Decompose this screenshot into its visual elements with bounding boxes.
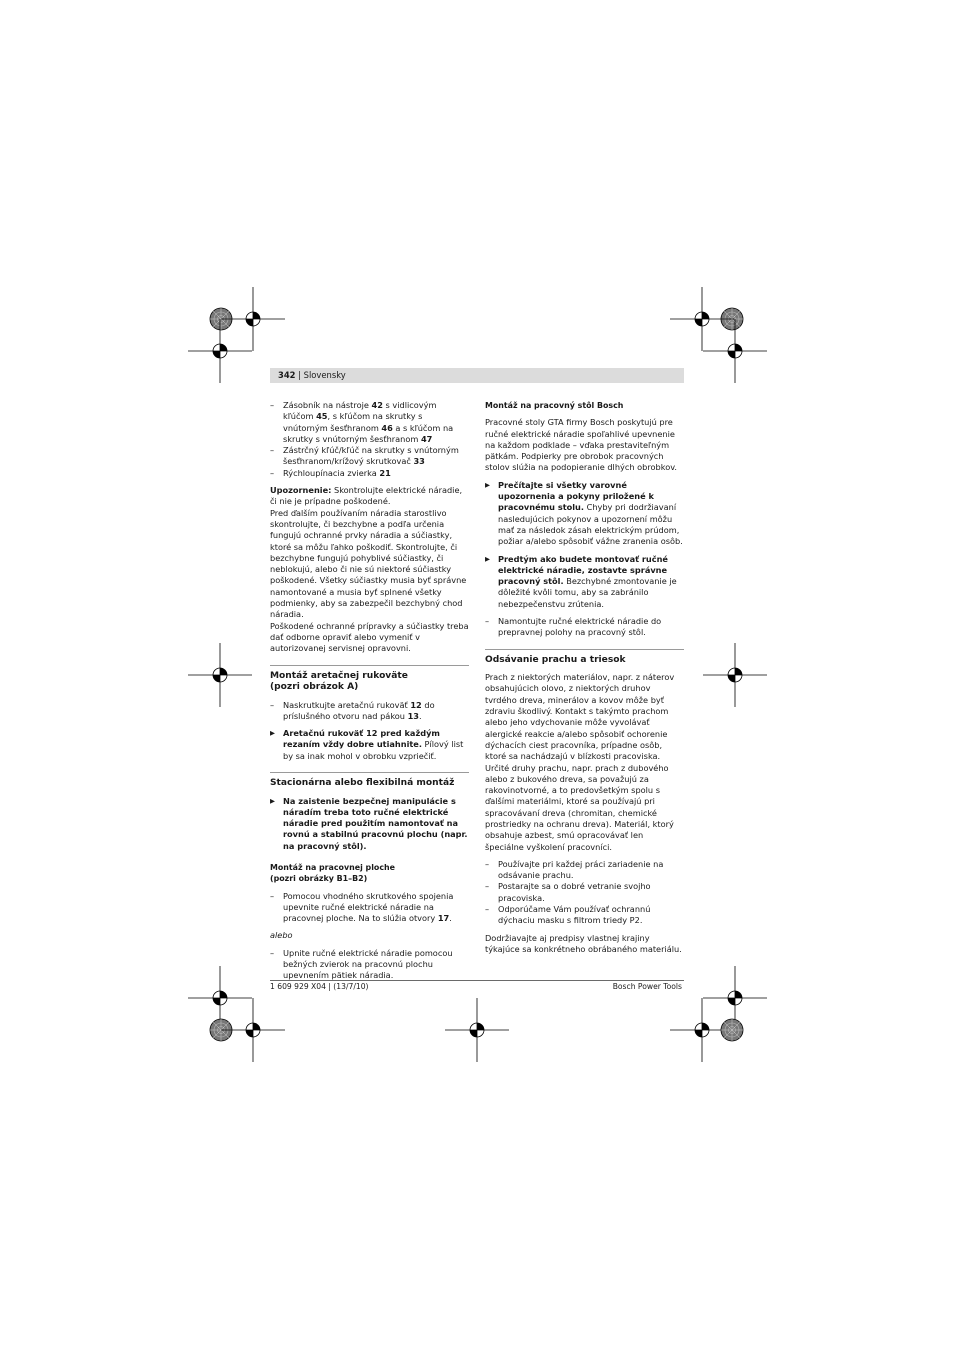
left-column <box>270 400 469 982</box>
dash-marker: – <box>270 467 275 478</box>
aretacna-list <box>270 700 469 723</box>
pracovny-stol-paragraph: Pracovné stoly GTA firmy Bosch poskytujú pre ručné elektrické náradie spoľahlivé upevnenie na každom podklade – vďaka prestaviteľným pätkám. Podpierky pre obrobok pracovných stolov slúžia na podopieranie dlhých obrobkov. <box>485 417 678 473</box>
dash-marker: – <box>485 616 490 627</box>
header-separator: | <box>295 370 304 380</box>
heading-pracovna-plocha: Montáž na pracovnej ploche (pozri obrázky B1–B2) <box>270 863 395 884</box>
header-language: Slovensky <box>303 370 346 380</box>
list-item: – Naskrutkujte aretačnú rukoväť 12 do príslušného otvoru nad pákou 13. <box>270 699 435 721</box>
list-item: – Odporúčame Vám používať ochrannú dýchaciu masku s filtrom triedy P2. <box>485 904 651 926</box>
dash-marker: – <box>485 904 490 915</box>
list-item: – Zástrčný kľúč/kľúč na skrutky s vnútorným šesťhranom/krížový skrutkovač 33 <box>270 445 459 467</box>
list-item: – Používajte pri každej práci zariadenie na odsávanie prachu. <box>485 858 664 881</box>
arrow-marker: ▶ <box>485 480 490 489</box>
stol-list <box>485 616 684 639</box>
warning-item: ▶ Aretačnú rukoväť 12 pred každým rezaním vždy dobre utiahnite. Pílový list by sa inak mohol v obrobku vzpriečiť. <box>270 728 464 761</box>
dash-marker: – <box>270 699 275 710</box>
right-column <box>485 400 684 955</box>
aretacna-warning <box>270 728 469 762</box>
arrow-marker: ▶ <box>270 729 275 738</box>
page-number: 342 <box>278 370 296 380</box>
heading-aretacna: Montáž aretačnej rukoväte (pozri obrázok A) <box>270 665 469 694</box>
stacionarna-warning <box>270 796 469 852</box>
dash-marker: – <box>485 858 490 869</box>
list-item: – Zásobník na nástroje 42 s vidlicovým kľúčom 45, s kľúčom na skrutky s vnútorným šesťhranom 46 a s kľúčom na skrutky s vnútorným šesťhranom 47 <box>270 400 454 444</box>
repair-paragraph: Poškodené ochranné prípravky a súčiastky treba dať odborne opraviť alebo vymeniť v autorizovanej servisnej opravovni. <box>270 620 469 654</box>
warning-item: ▶ Prečítajte si všetky varovné upozornenia a pokyny priložené k pracovnému stolu. Chyby pri dodržiavaní nasledujúcich pokynov a upozornení môžu mať za následok zásah elektrickým prúdom, požiar a/alebo spôsobiť vážne zranenia osôb. <box>485 479 683 547</box>
heading-odsavanie: Odsávanie prachu a triesok <box>485 649 684 667</box>
dash-marker: – <box>270 400 275 410</box>
dash-marker: – <box>270 947 275 958</box>
page-header <box>270 368 684 383</box>
prach-list <box>485 859 684 927</box>
inspection-paragraph: Pred ďalším používaním náradia starostlivo skontrolujte, či bezchybne a podľa určenia fungujú ochranné prvky náradia a súčiastky, ktoré sa môžu ľahko poškodiť. Skontrolujte, či bezchybne fungujú pohyblivé súčiastky, či neblokujú, alebo či nie sú niektoré súčiastky poškodené. Všetky súčiastky musia byť správne namontované a musia byť splnené všetky podmienky, aby sa zabezpečil bezchybný chod náradia. <box>270 507 467 620</box>
footer-doc-number: 1 609 929 X04 | (13/7/10) <box>270 982 369 991</box>
warning-paragraph: Upozornenie: Skontrolujte elektrické náradie, či nie je prípadne poškodené. <box>270 485 463 507</box>
heading-stacionarna: Stacionárna alebo flexibilná montáž <box>270 772 469 790</box>
zvierky-list <box>270 948 469 982</box>
list-item: – Rýchloupínacia zvierka 21 <box>270 467 391 478</box>
prach-closing: Dodržiavajte aj predpisy vlastnej krajiny týkajúce sa konkrétneho obrábaného materiálu. <box>485 932 682 954</box>
arrow-marker: ▶ <box>485 554 490 563</box>
dash-marker: – <box>485 881 490 892</box>
tool-list <box>270 400 469 479</box>
footer-rule <box>270 980 684 981</box>
warning-item: ▶ Predtým ako budete montovať ručné elektrické náradie, zostavte správne pracovný stôl. Bezchybné zmontovanie je dôležité kvôli tomu, aby sa zabránilo nebezpečenstvu zrútenia. <box>485 553 677 609</box>
warning-label: Upozornenie: <box>270 485 332 496</box>
dash-marker: – <box>270 445 275 456</box>
pracovna-plocha-list <box>270 891 469 925</box>
arrow-marker: ▶ <box>270 796 275 805</box>
list-item: – Postarajte sa o dobré vetranie svojho pracoviska. <box>485 881 651 903</box>
alebo-text: alebo <box>270 930 293 941</box>
list-item: – Namontujte ručné elektrické náradie do prepravnej polohy na pracovný stôl. <box>485 616 662 638</box>
warning-item: ▶ Na zaistenie bezpečnej manipulácie s náradím treba toto ručné elektrické náradie pred použitím namontovať na rovnú a stabilnú pracovnú plochu (napr. na pracovný stôl). <box>270 795 468 851</box>
stol-warning-2 <box>485 554 684 610</box>
list-item: – Upnite ručné elektrické náradie pomocou bežných zvierok na pracovnú plochu upevnením pätiek náradia. <box>270 947 453 981</box>
dash-marker: – <box>270 890 275 901</box>
footer-brand: Bosch Power Tools <box>612 982 682 991</box>
list-item: – Pomocou vhodného skrutkového spojenia upevnite ručné elektrické náradie na pracovnej ploche. Na to slúžia otvory 17. <box>270 890 454 924</box>
prach-paragraph: Prach z niektorých materiálov, napr. z náterov obsahujúcich olovo, z niektorých druhov tvrdého dreva, minerálov a kovov môže byť zdraviu škodlivý. Kontakt s takýmto prachom alebo jeho vdychovanie môže vyvolávať alergické reakcie a/alebo spôsobiť ochorenie dýchacích ciest pracovníka, prípadne osôb, ktoré sa nachádzajú v blízkosti pracoviska. Určité druhy prachu, napr. prach z dubového alebo z bukového dreva, sa považujú za rakovinotvorné, a to predovšetkým spolu s ďalšími materiálmi, ktoré sa používajú pri spracovávaní dreva (chromitan, chemické prostriedky na ochranu dreva). Materiál, ktorý obsahuje azbest, smú opracovávať len špeciálne vyškolení pracovníci. <box>485 672 675 852</box>
heading-pracovny-stol: Montáž na pracovný stôl Bosch <box>485 401 624 410</box>
stol-warning-1 <box>485 480 684 548</box>
